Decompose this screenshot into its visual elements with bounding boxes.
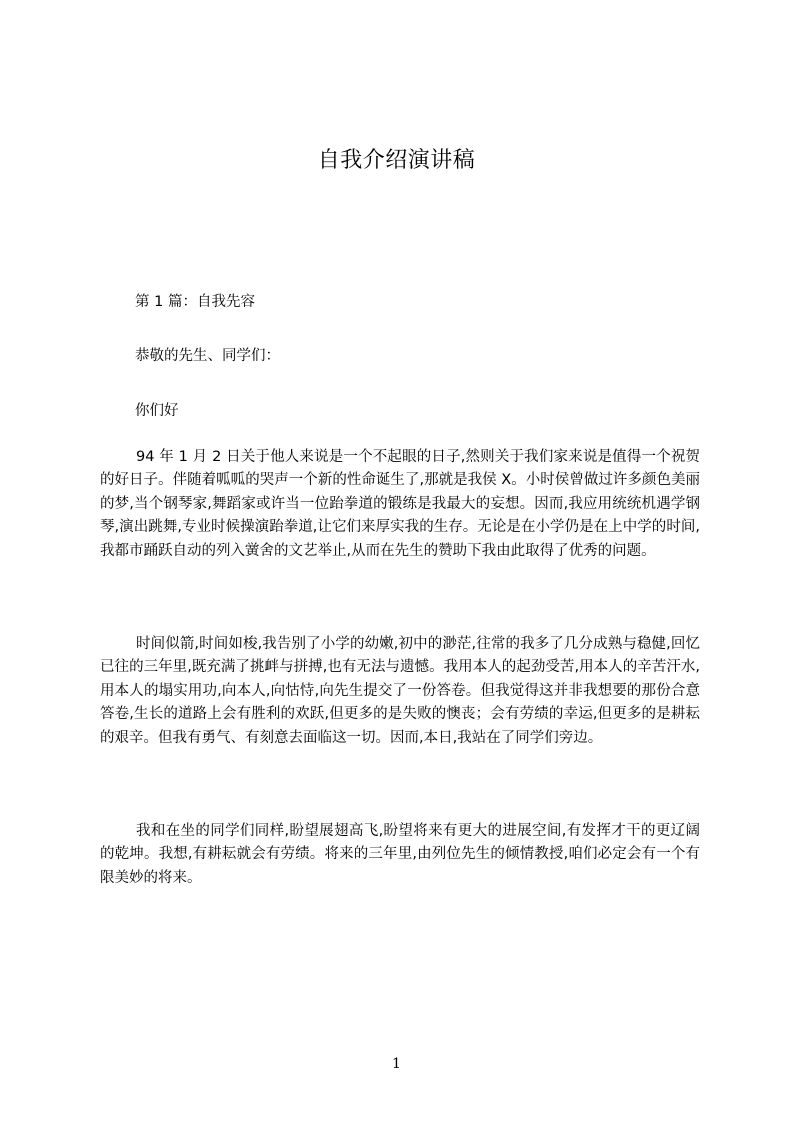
paragraph-3: 我和在坐的同学们同样,盼望展翅高飞,盼望将来有更大的进展空间,有发挥才干的更辽阔的乾坤。我想,有耕耘就会有劳绩。将来的三年里,由列位先生的倾情教授,咱们必定会有一个有限美妙的将来。 (100, 823, 700, 886)
salutation: 恭敬的先生、同学们： (135, 348, 280, 364)
paragraph-1: 94 年 1 月 2 日关于他人来说是一个不起眼的日子,然则关于我们家来说是值得一个祝贺的好日子。伴随着呱呱的哭声一个新的性命诞生了,那就是我侯 X。小时侯曾做过许多颜色美丽的梦,当个钢琴家,舞蹈家或许当一位跆拳道的锻练是我最大的妄想。因而,我应用统统机遇学钢琴,演出跳舞,专业时候操演跆拳道,让它们来厚实我的生存。无论是在小学仍是在上中学的时间,我都市踊跃自动的列入黉舍的文艺举止,从而在先生的赞助下我由此取得了优秀的问题。 (100, 449, 700, 559)
section-heading: 第 1 篇：自我先容 (135, 294, 255, 310)
page-number: 1 (392, 1056, 401, 1072)
paragraph-2: 时间似箭,时间如梭,我告别了小学的幼嫩,初中的渺茫,往常的我多了几分成熟与稳健,回忆已往的三年里,既充满了挑衅与拼搏,也有无法与遗憾。我用本人的起劲受苦,用本人的辛苦汗水,用本人的塌实用功,向本人,向怙恃,向先生提交了一份答卷。但我觉得这并非我想要的那份合意答卷,生长的道路上会有胜利的欢跃,但更多的是失败的懊丧；会有劳绩的幸运,但更多的是耕耘的艰辛。但我有勇气、有刻意去面临这一切。因而,本日,我站在了同学们旁边。 (100, 636, 700, 746)
greeting: 你们好 (135, 403, 179, 419)
document-title: 自我介绍演讲稿 (317, 148, 476, 173)
